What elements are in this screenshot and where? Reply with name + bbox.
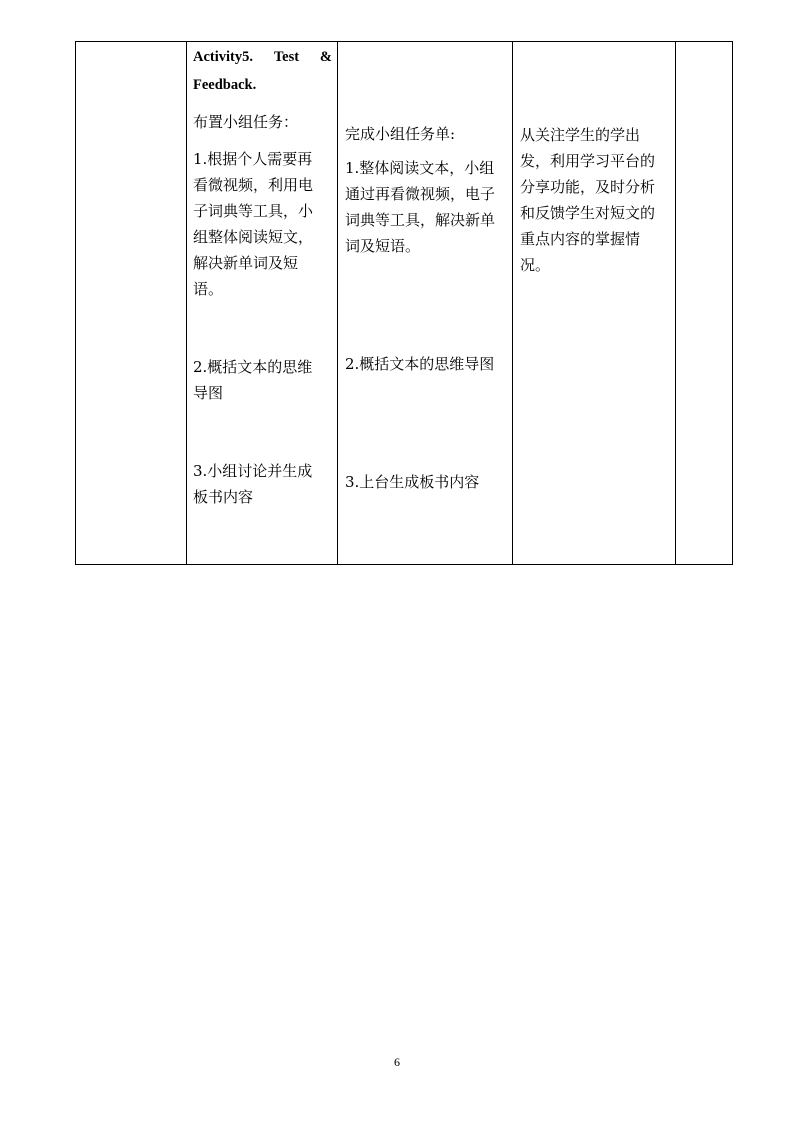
text-line: 分享功能，及时分析 bbox=[520, 178, 656, 196]
text-line: 通过再看微视频，电子 bbox=[345, 185, 496, 203]
text-line: 3.上台生成板书内容 bbox=[345, 473, 480, 491]
activity-title-word: Activity5. bbox=[193, 49, 253, 65]
student-task-2 bbox=[345, 351, 507, 377]
text-line: 组整体阅读短文， bbox=[193, 228, 314, 246]
design-intent-text bbox=[520, 122, 672, 278]
text-line: 解决新单词及短 bbox=[193, 254, 299, 272]
text-line: 重点内容的掌握情 bbox=[520, 230, 641, 248]
teacher-task-2 bbox=[193, 354, 332, 406]
teacher-task-3 bbox=[193, 458, 332, 510]
table-border-left bbox=[75, 42, 76, 564]
teacher-activity-cell bbox=[193, 42, 332, 510]
activity-title-word: & bbox=[319, 49, 332, 65]
table-border-right bbox=[732, 42, 733, 564]
text-line: 子词典等工具，小 bbox=[193, 202, 314, 220]
column-divider-3 bbox=[512, 42, 513, 564]
text-line: 和反馈学生对短文的 bbox=[520, 204, 656, 222]
text-line: 3.小组讨论并生成 bbox=[193, 462, 313, 480]
complete-task-label: 完成小组任务单: bbox=[345, 125, 456, 143]
student-task-1 bbox=[345, 155, 507, 259]
text-line: 发，利用学习平台的 bbox=[520, 152, 656, 170]
activity-title-word: Test bbox=[273, 49, 300, 65]
text-line: 况。 bbox=[520, 256, 551, 274]
text-line: 语。 bbox=[193, 280, 224, 298]
page-number: 6 bbox=[394, 1055, 400, 1069]
column-divider-1 bbox=[186, 42, 187, 564]
design-intent-cell bbox=[520, 42, 672, 278]
text-line: 1.根据个人需要再 bbox=[193, 150, 313, 168]
text-line: 词典等工具，解决新单 bbox=[345, 211, 496, 229]
lesson-plan-table bbox=[75, 41, 733, 565]
activity-title-line2: Feedback. bbox=[193, 77, 257, 93]
text-line: 导图 bbox=[193, 384, 224, 402]
column-divider-4 bbox=[675, 42, 676, 564]
student-task-3 bbox=[345, 469, 507, 495]
text-line: 从关注学生的学出 bbox=[520, 126, 641, 144]
text-line: 板书内容 bbox=[193, 488, 254, 506]
column-divider-2 bbox=[337, 42, 338, 564]
assign-task-label: 布置小组任务： bbox=[193, 113, 299, 131]
text-line: 词及短语。 bbox=[345, 237, 421, 255]
teacher-task-1 bbox=[193, 146, 332, 302]
text-line: 2.概括文本的思维 bbox=[193, 358, 313, 376]
activity-title bbox=[193, 43, 332, 99]
text-line: 1.整体阅读文本，小组 bbox=[345, 159, 495, 177]
text-line: 看微视频，利用电 bbox=[193, 176, 314, 194]
text-line: 2.概括文本的思维导图 bbox=[345, 355, 495, 373]
student-activity-cell bbox=[345, 42, 507, 495]
